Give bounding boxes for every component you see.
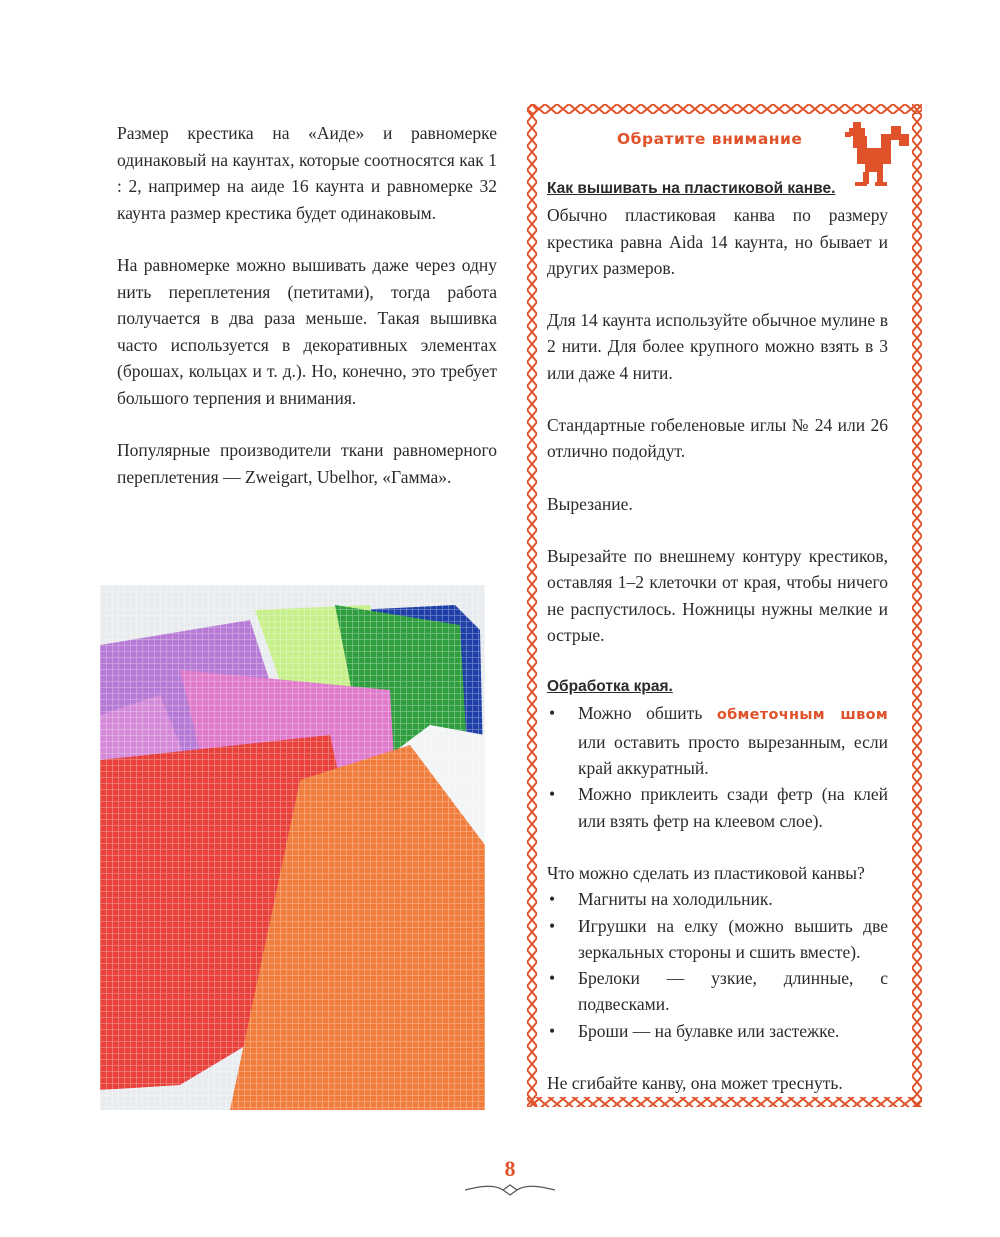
- paragraph-petit: На равномерке можно вышивать даже через одну нить переплетения (петитами), тогда работа получается в два раза меньше. Такая вышивка часто используется в декоративных элементах (брошах, кольцах и т. д.). Но, конечно, это требует большого терпения и внимания.: [117, 255, 497, 408]
- closing-note: Не сгибайте канву, она может треснуть.: [547, 1073, 843, 1094]
- page-number: 8: [504, 1156, 516, 1181]
- box-content: [547, 176, 888, 1096]
- question-text: Что можно сделать из пластиковой канвы?: [547, 862, 865, 883]
- list-item: • Брелоки — узкие, длинные, с подвесками.: [547, 965, 888, 1018]
- list-item: • Игрушки на елку (можно вышить две зеркальных стороны и сшить вместе).: [547, 913, 888, 966]
- edge-list: [547, 700, 888, 833]
- box-title: Обратите внимание: [617, 130, 803, 148]
- paragraph-needles: Стандартные гобеленовые иглы № 24 или 26 отлично подойдут.: [547, 415, 888, 462]
- main-text: [117, 120, 497, 516]
- plastic-canvas-photo: [100, 585, 485, 1110]
- list-item: • Можно приклеить сзади фетр (на клей или взять фетр на клеевом слое).: [547, 781, 888, 834]
- list-item: • Можно обшить обметочным швом или оставить просто вырезанным, если край аккуратный.: [547, 700, 888, 781]
- uses-list: [547, 886, 888, 1044]
- page-ornament-icon: [465, 1182, 555, 1198]
- list-item: • Магниты на холодильник.: [547, 886, 888, 912]
- paragraph-cutting: Вырезание.: [547, 493, 633, 514]
- paragraph-cutting-detail: Вырезайте по внешнему контуру крестиков, оставляя 1–2 клеточки от края, чтобы ничего не распустилось. Ножницы нужны мелкие и острые.: [547, 545, 888, 645]
- attention-box: [527, 104, 922, 1107]
- paragraph-manufacturers: Популярные производители ткани равномерного переплетения — Zweigart, Ubelhor, «Гамма».: [117, 440, 497, 487]
- paragraph-threads: Для 14 каунта используйте обычное мулине в 2 нити. Для более крупного можно взять в 3 или даже 4 нити.: [547, 310, 888, 383]
- highlight-stitch: обметочным швом: [716, 707, 888, 724]
- heading-edge: Обработка края.: [547, 678, 673, 696]
- heading-plastic-canvas: Как вышивать на пластиковой канве.: [547, 180, 836, 197]
- paragraph-canvas-size: Обычно пластиковая канва по размеру крестика равна Aida 14 каунта, но бывает и других размеров.: [547, 205, 888, 278]
- paragraph-count-ratio: Размер крестика на «Аиде» и равномерке одинаковый на каунтах, которые соотносятся как 1 : 2, например на аиде 16 каунта и равномерке 32 каунта размер крестика будет одинаковым.: [117, 123, 497, 223]
- list-item: • Броши — на булавке или застежке.: [547, 1018, 888, 1044]
